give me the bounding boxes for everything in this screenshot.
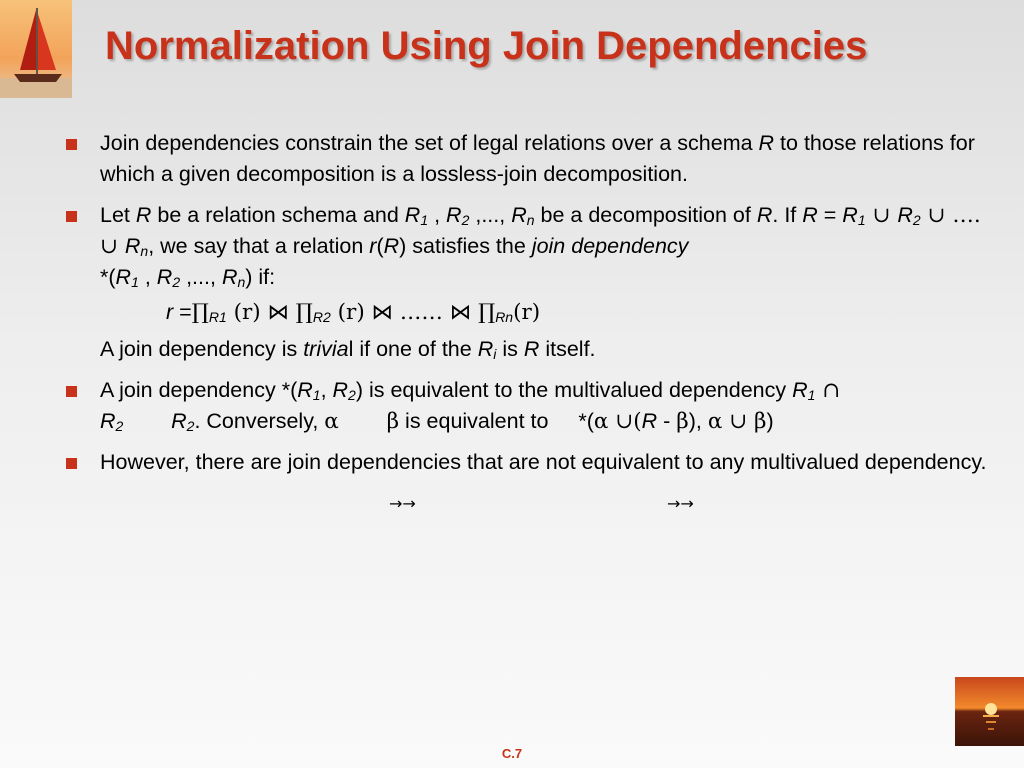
trivial-note: A join dependency is trivial if one of the $R_i$ is R itself. xyxy=(100,337,596,362)
slide-content xyxy=(62,128,992,488)
join-formula: $r =\prod_{R1}$ (r) ⋈ $\prod_{R2}$ (r) ⋈ …… ⋈ $\prod_{Rn}(r)$ xyxy=(166,300,541,325)
bullet-mvd-equivalence: A join dependency $*(R_1$, $R_2$) is equivalent to the multivalued dependency $R_1$ ∩ $R_2$ $R_2$. Conversely, α β is equivalent to *(α ∪(R - β), α ∪ β) xyxy=(62,375,992,437)
bullet-marker xyxy=(66,211,77,222)
sailboat-logo xyxy=(0,0,72,98)
bullet-definition: Let R be a relation schema and $R_1$ , $R_2$ ,..., $R_n$ be a decomposition of R. If $R = R_1$ ∪ $R_2$ ∪ …. ∪ $R_n$, we say that a relation r(R) satisfies the join dependency $*(R_1$ , $R_2$ ,..., $R_n$) if: xyxy=(62,200,992,293)
sunset-image xyxy=(955,677,1024,746)
slide-title: Normalization Using Join Dependencies xyxy=(105,24,868,68)
bullet-not-equivalent: However, there are join dependencies that are not equivalent to any multivalued dependency. xyxy=(62,447,992,478)
bullet-marker xyxy=(66,458,77,469)
bullet-marker xyxy=(66,386,77,397)
page-number: C.7 xyxy=(501,746,523,761)
bullet-join-dependencies: Join dependencies constrain the set of legal relations over a schema R to those relations for which a given decomposition is a lossless-join decomposition. xyxy=(62,128,992,190)
double-arrow-icon: →→ xyxy=(389,494,416,513)
double-arrow-icon: →→ xyxy=(667,494,694,513)
bullet-marker xyxy=(66,139,77,150)
